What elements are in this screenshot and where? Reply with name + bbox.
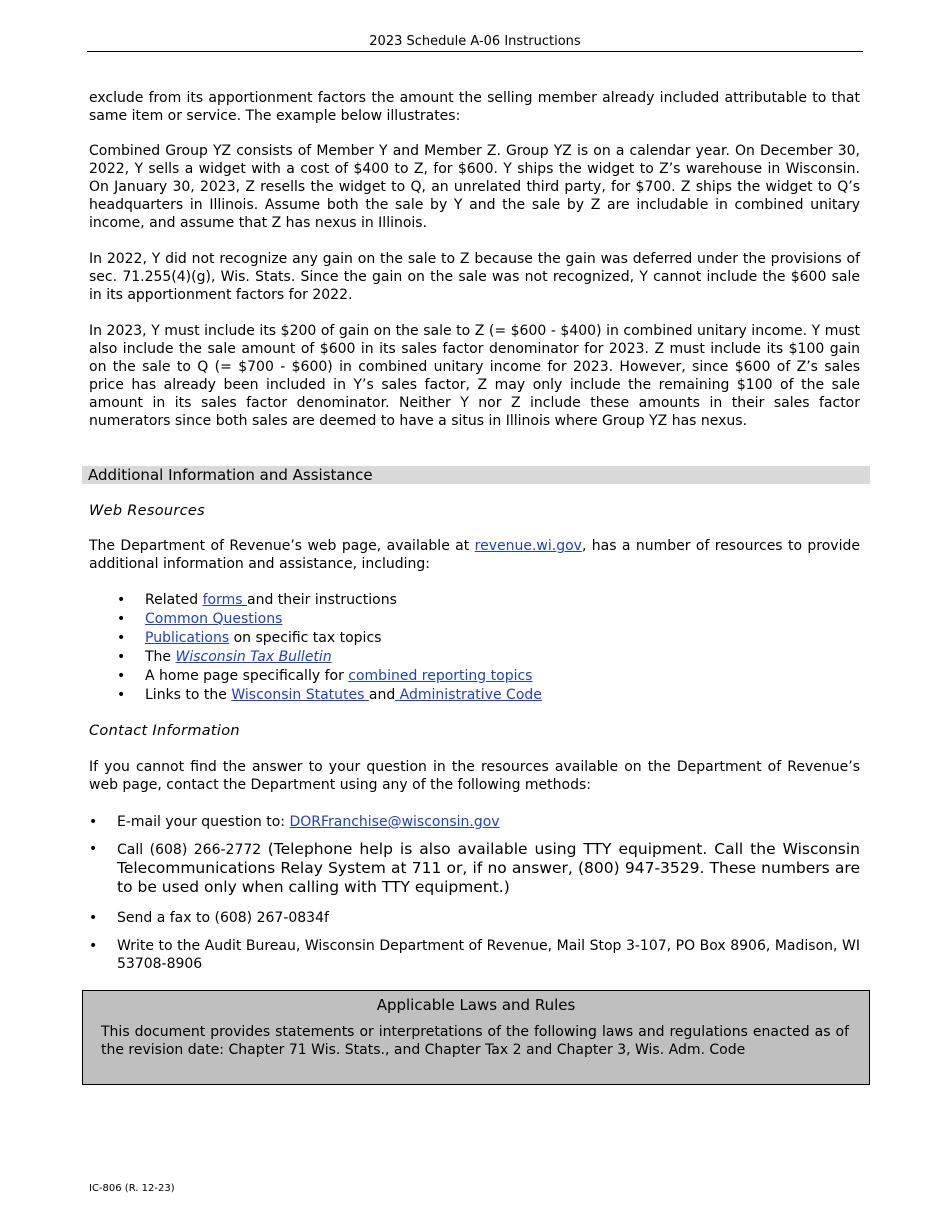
revenue-website-link[interactable]: revenue.wi.gov	[474, 538, 582, 554]
list-item-tax-bulletin	[117, 648, 542, 667]
wisconsin-statutes-link[interactable]: Wisconsin Statutes	[231, 687, 369, 703]
web-intro-text-after: , has a number of resources to provide additional information and assistance, including:	[89, 538, 860, 572]
administrative-code-link[interactable]: Administrative Code	[395, 687, 542, 703]
section-heading: Additional Information and Assistance	[88, 466, 373, 484]
applicable-laws-body: This document provides statements or interpretations of the following laws and regulations enacted as of the revision date: Chapter 71 Wis. Stats., and Chapter Tax 2 and Chapter 3, Wis. Adm. Code	[101, 1024, 849, 1058]
email-link[interactable]: DORFranchise@wisconsin.gov	[289, 814, 500, 830]
common-questions-link[interactable]: Common Questions	[145, 611, 283, 627]
publications-link[interactable]: Publications	[145, 630, 230, 646]
contact-item-mail: • Write to the Audit Bureau, Wisconsin Department of Revenue, Mail Stop 3-107, PO Box 8906, Madison, WI 53708-8906	[89, 937, 860, 973]
page-header	[87, 32, 863, 52]
paragraph-2023: In 2023, Y must include its $200 of gain on the sale to Z (= $600 - $400) in combined unitary income. Y must also include the sale amount of $600 in its sales factor denominator for 2023. Z must include its $100 gain on the sale to Q (= $700 - $600) in combined unitary income for 2023. However, since $600 of Z’s sales price has already been included in Y’s sales factor, Z may only include the remaining $100 of the sale amount in its sales factor denominator. Neither Y nor Z include these amounts in their sales factor numerators since both sales are deemed to have a situs in Illinois where Group YZ has nexus.	[89, 323, 860, 429]
contact-item-text: E-mail your question to:	[117, 814, 290, 830]
tty-note: (Telephone help is also available using TTY equipment. Call the Wisconsin Telecommunications Relay System at 711 or, if no answer, (800) 947-3529. These numbers are to be used only when calling with TTY equipment.)	[117, 840, 860, 896]
list-item-publications	[117, 629, 542, 648]
list-item-combined-reporting	[117, 667, 542, 686]
list-item-text: on specific tax topics	[229, 630, 382, 646]
section-heading-bar	[82, 466, 870, 484]
applicable-laws-box	[82, 990, 870, 1085]
paragraph-2022: In 2022, Y did not recognize any gain on the sale to Z because the gain was deferred under the provisions of sec. 71.255(4)(g), Wis. Stats. Since the gain on the sale was not recognized, Y cannot include the $600 sale in its apportionment factors for 2022.	[89, 251, 860, 303]
list-item-text: The	[145, 649, 176, 665]
list-item-text: A home page specifically for	[145, 668, 349, 684]
contact-intro: If you cannot find the answer to your question in the resources available on the Department of Revenue’s web page, contact the Department using any of the following methods:	[89, 759, 860, 793]
list-item-text: Links to the	[145, 687, 232, 703]
web-intro-text-before: The Department of Revenue’s web page, available at	[89, 538, 475, 554]
contact-item-email	[89, 813, 860, 831]
web-resources-heading: Web Resources	[89, 503, 205, 519]
forms-link[interactable]: forms	[202, 592, 248, 608]
web-resources-intro	[89, 537, 860, 573]
list-item-text: Related	[145, 592, 203, 608]
web-resources-list	[117, 591, 542, 705]
contact-item-phone	[89, 840, 860, 897]
tax-bulletin-link[interactable]: Wisconsin Tax Bulletin	[175, 649, 332, 665]
list-item-text: and	[368, 687, 396, 703]
list-item-text: and their instructions	[247, 592, 397, 608]
applicable-laws-title: Applicable Laws and Rules	[376, 996, 576, 1014]
list-item-common-questions	[117, 610, 542, 629]
list-item-statutes	[117, 686, 542, 705]
contact-item-text: Call (608) 266-2772	[117, 842, 268, 858]
paragraph-example: Combined Group YZ consists of Member Y and Member Z. Group YZ is on a calendar year. On December 30, 2022, Y sells a widget with a cost of $400 to Z, for $600. Y ships the widget to Z’s warehouse in Wisconsin. On January 30, 2023, Z resells the widget to Q, an unrelated third party, for $700. Z ships the widget to Q’s headquarters in Illinois. Assume both the sale by Y and the sale by Z are includable in combined unitary income, and assume that Z has nexus in Illinois.	[89, 143, 860, 231]
combined-reporting-link[interactable]: combined reporting topics	[348, 668, 533, 684]
contact-item-fax: • Send a fax to (608) 267-0834f	[89, 909, 860, 927]
form-code-footer: IC-806 (R. 12-23)	[89, 1183, 175, 1194]
page-header-title: 2023 Schedule A-06 Instructions	[369, 34, 581, 49]
list-item-forms	[117, 591, 542, 610]
contact-information-heading: Contact Information	[89, 723, 240, 739]
paragraph-intro: exclude from its apportionment factors the amount the selling member already included attributable to that same item or service. The example below illustrates:	[89, 90, 860, 124]
